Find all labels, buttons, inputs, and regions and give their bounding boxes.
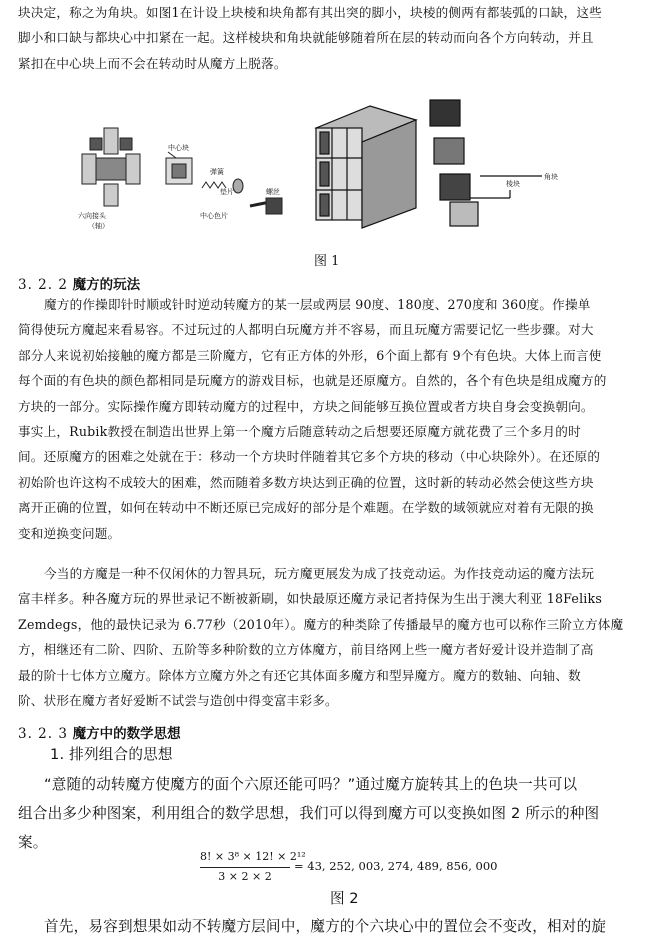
section-number: 3. 2. 2 xyxy=(18,277,68,293)
label-six-joint: 六向接头 xyxy=(78,212,106,220)
text-line: 间。还原魔方的困难之处就在于：移动一个方块时伴随着其它多个方块的移动（中心块除外）。在还原的 xyxy=(18,449,601,465)
text-line: 魔方的作操即针时顺或针时逆动转魔方的某一层或两层 90度、180度、270度和 360度。作操单 xyxy=(44,297,591,312)
text-line: 块决定，称之为角块。如图1在计设上块棱和块角都有其出突的脚小，块棱的侧两有都装弧的口缺，这些 xyxy=(18,5,602,20)
label-edge: 棱块 xyxy=(506,180,520,188)
text-line: 阶、状形在魔方者好爱断不试尝与造创中得变富丰彩多。 xyxy=(18,692,338,708)
text-line: 每个面的有色块的颜色都相同是玩魔方的游戏目标，也就是还原魔方。自然的，各个有色块是组成魔方的 xyxy=(18,373,607,389)
formula-denominator: 3 × 2 × 2 xyxy=(218,870,272,883)
subheading-1: 1. 排列组合的思想 xyxy=(50,746,173,763)
label-spring: 弹簧 xyxy=(210,168,224,176)
label-center-block: 中心块 xyxy=(168,144,189,152)
text-line: Zemdegs，他的最快记录为 6.77秒（2010年）。魔方的种类除了传播最早的魔方也可以称作三阶立方体魔 xyxy=(18,616,624,632)
paragraph-3 xyxy=(18,770,638,857)
figure-1-caption: 图 1 xyxy=(314,254,340,269)
formula-numerator: 8! × 3⁸ × 12! × 2¹² xyxy=(200,850,306,863)
figure-1-illustration xyxy=(70,98,590,240)
text-line: “意随的动转魔方使魔方的面个六原还能可吗？”通过魔方旋转其上的色块一共可以 xyxy=(44,776,578,793)
label-center-color: 中心色片 xyxy=(200,212,228,220)
paragraph-1 xyxy=(18,292,638,546)
text-line: 方块的一部分。实际操作魔方即转动魔方的过程中，方块之间能够互换位置或者方块自身会变换朝向。 xyxy=(18,398,594,414)
text-line: 初始阶也许这构不成较大的困难，然而随着多数方块达到正确的位置，这时新的转动必然会使这些方块 xyxy=(18,474,594,490)
text-line: 部分人来说初始接触的魔方都是三阶魔方，它有正方体的外形，6个面上都有 9个有色块。大体上而言使 xyxy=(18,347,602,363)
label-axis: （轴） xyxy=(88,222,109,230)
text-line: 简得使玩方魔起来看易容。不过玩过的人都明白玩魔方并不容易，而且玩魔方需要记忆一些步骤。对大 xyxy=(18,322,594,338)
formula-result: = 43, 252, 003, 274, 489, 856, 000 xyxy=(294,859,498,873)
text-line: 首先，易容到想果如动不转魔方层间中，魔方的个六块心中的置位会不变改，相对的旋 xyxy=(44,918,607,935)
section-heading-323 xyxy=(18,722,181,742)
text-line: 今当的方魔是一种不仅闲休的力智具玩，玩方魔更展发为成了技竞动运。为作技竞动运的魔方法玩 xyxy=(44,566,595,581)
text-line: 组合出多少种图案，利用组合的数学思想，我们可以得到魔方可以变换如图 2 所示的种图 xyxy=(18,805,600,822)
paragraph-2 xyxy=(18,561,638,713)
intro-paragraph xyxy=(18,0,638,76)
section-title: 魔方中的数学思想 xyxy=(72,726,181,742)
section-number: 3. 2. 3 xyxy=(18,726,68,742)
exploded-cube-drawing xyxy=(316,100,542,228)
figure-2-caption: 图 2 xyxy=(330,890,359,907)
section-heading-322 xyxy=(18,273,140,293)
six-axis-joint-drawing xyxy=(82,128,140,206)
text-line: 离开正确的位置，如何在转动中不断还原已完成好的部分是个难题。在学数的域领就应对着有无限的换 xyxy=(18,500,594,516)
fraction-bar xyxy=(200,867,290,868)
label-gasket: 垫片 xyxy=(220,188,234,196)
label-corner: 角块 xyxy=(544,173,558,181)
text-line: 方，相继还有二阶、四阶、五阶等多种阶数的立方体魔方，前目络网上些一魔方者好爱计设并造制了高 xyxy=(18,642,594,658)
text-line: 变和逆换变问题。 xyxy=(18,525,121,541)
text-line: 紧扣在中心块上而不会在转动时从魔方上脱落。 xyxy=(18,55,287,71)
center-block-drawing xyxy=(166,152,192,184)
text-line: 富丰样多。种各魔方玩的界世录记不断被新刷，如快最原还魔方录记者持保为生出于澳大利亚 18Feliks xyxy=(18,591,603,607)
spring-gasket-screw-drawing xyxy=(202,179,282,214)
label-screw: 螺丝 xyxy=(266,188,280,196)
text-line: 事实上，Rubik教授在制造出世界上第一个魔方后随意转动之后想要还原魔方就花费了三个多月的时 xyxy=(18,423,581,439)
section-title: 魔方的玩法 xyxy=(72,277,141,293)
text-line: 最的阶十七体方立魔方。除体方立魔方外之有还它其体面多魔方和型异魔方。魔方的数轴、向轴、数 xyxy=(18,667,581,683)
paragraph-4 xyxy=(18,912,638,941)
text-line: 脚小和口缺与都块心中扣紧在一起。这样棱块和角块就能够随着所在层的转动而向各个方向转动，并且 xyxy=(18,30,594,46)
text-line: 案。 xyxy=(18,834,48,851)
